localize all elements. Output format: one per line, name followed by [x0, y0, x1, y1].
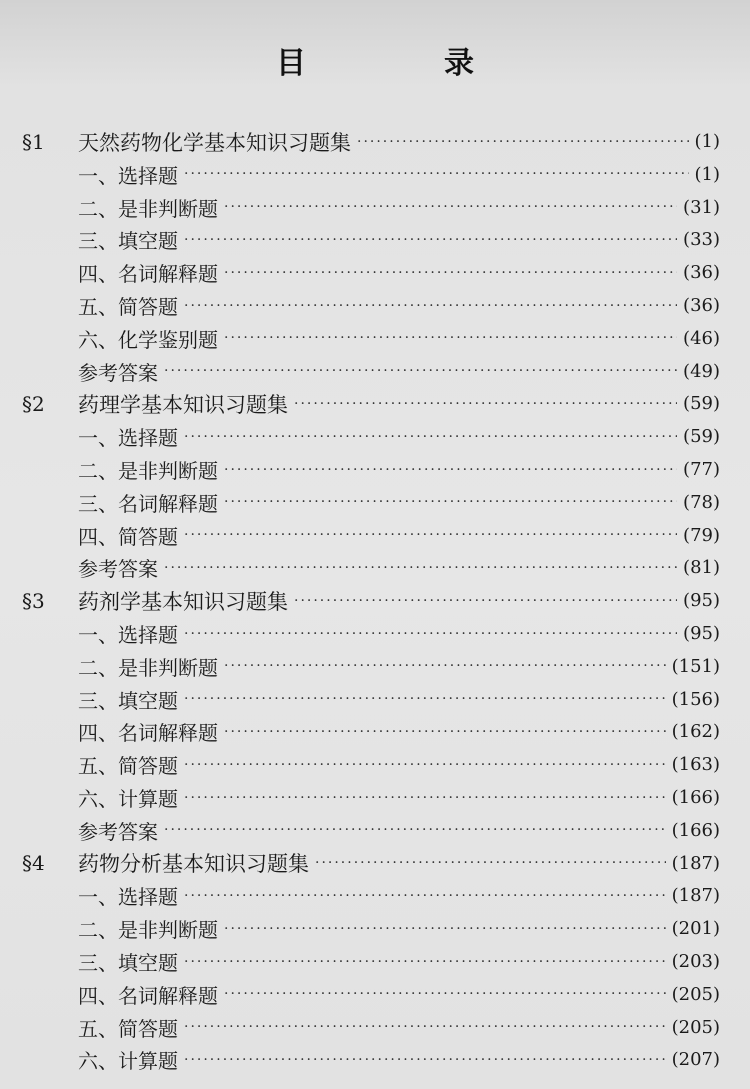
- entry-title: 五、简答题: [78, 1016, 178, 1041]
- dot-leader: [184, 232, 677, 248]
- toc-section-entry: [0, 683, 750, 716]
- toc-section-entry: [0, 978, 750, 1011]
- page-number: (203): [671, 951, 720, 972]
- dot-leader: [184, 1052, 666, 1068]
- dot-leader: [224, 658, 666, 674]
- dot-leader: [224, 199, 677, 215]
- page-number: (78): [683, 491, 720, 513]
- toc-section-entry: [0, 158, 750, 191]
- entry-title: 五、简答题: [78, 295, 178, 319]
- entry-title: 四、名词解释题: [78, 262, 218, 287]
- page-number: (187): [671, 885, 720, 907]
- entry-title: 二、是非判断题: [78, 918, 218, 943]
- dot-leader: [224, 921, 666, 937]
- dot-leader: [184, 166, 689, 182]
- entry-title: 三、填空题: [78, 229, 178, 254]
- dot-leader: [224, 330, 677, 346]
- entry-title: 五、简答题: [78, 754, 178, 779]
- chapter-number: §3: [22, 588, 45, 613]
- chapter-number: §4: [22, 851, 45, 876]
- entry-title: 四、名词解释题: [78, 721, 218, 746]
- dot-leader: [294, 396, 677, 412]
- toc-chapter-entry: [0, 125, 750, 158]
- page-number: (207): [671, 1049, 720, 1071]
- page-number: (201): [671, 918, 720, 940]
- page-number: (166): [671, 787, 720, 808]
- entry-title: 六、计算题: [78, 1049, 178, 1074]
- dot-leader: [184, 298, 677, 314]
- page-number: (162): [671, 721, 720, 743]
- page-number: (79): [683, 524, 720, 546]
- entry-title: 药物分析基本知识习题集: [78, 852, 309, 877]
- toc-section-entry: [0, 715, 750, 748]
- entry-title: 药剂学基本知识习题集: [78, 589, 288, 614]
- entry-title: 一、选择题: [78, 885, 178, 910]
- entry-title: 四、名词解释题: [78, 983, 218, 1008]
- page-number: (49): [683, 360, 720, 382]
- page-number: (1): [694, 163, 720, 185]
- entry-title: 六、化学鉴别题: [78, 327, 218, 352]
- chapter-number: §1: [22, 129, 45, 154]
- entry-title: 参考答案: [78, 360, 158, 385]
- toc-section-entry: [0, 355, 750, 388]
- page-number: (163): [671, 754, 720, 776]
- page-title: 目 录: [276, 46, 528, 81]
- dot-leader: [184, 757, 666, 773]
- dot-leader: [164, 822, 666, 838]
- toc-section-entry: [0, 256, 750, 289]
- page-number: (81): [683, 557, 720, 579]
- dot-leader: [184, 954, 666, 970]
- dot-leader: [224, 724, 666, 740]
- page-number: (166): [671, 819, 720, 841]
- entry-title: 一、选择题: [78, 163, 178, 188]
- toc-section-entry: [0, 420, 750, 453]
- entry-title: 三、填空题: [78, 951, 178, 975]
- page-number: (77): [683, 459, 720, 480]
- entry-title: 六、计算题: [78, 787, 178, 811]
- dot-leader: [224, 986, 666, 1002]
- toc-section-entry: [0, 617, 750, 650]
- dot-leader: [184, 691, 666, 707]
- toc-section-entry: [0, 453, 750, 486]
- toc-section-entry: [0, 1011, 750, 1044]
- entry-title: 一、选择题: [78, 623, 178, 647]
- toc-section-entry: [0, 322, 750, 355]
- dot-leader: [224, 462, 677, 478]
- page-number: (95): [683, 623, 720, 644]
- dot-leader: [294, 593, 677, 609]
- entry-title: 三、名词解释题: [78, 491, 218, 516]
- entry-title: 一、选择题: [78, 426, 178, 451]
- dot-leader: [315, 855, 666, 871]
- toc-section-entry: [0, 289, 750, 322]
- toc-section-entry: [0, 945, 750, 978]
- toc-chapter-entry: [0, 387, 750, 420]
- toc-section-entry: [0, 191, 750, 224]
- page-number: (187): [671, 852, 720, 874]
- entry-title: 二、是非判断题: [78, 196, 218, 221]
- dot-leader: [184, 790, 666, 806]
- entry-title: 三、填空题: [78, 688, 178, 713]
- toc-section-entry: [0, 223, 750, 256]
- page-number: (95): [683, 590, 720, 612]
- toc-section-entry: [0, 650, 750, 683]
- dot-leader: [224, 265, 677, 281]
- entry-title: 二、是非判断题: [78, 459, 218, 483]
- dot-leader: [184, 527, 677, 543]
- page-number: (33): [683, 229, 720, 251]
- toc-section-entry: [0, 879, 750, 912]
- dot-leader: [184, 888, 666, 904]
- toc-section-entry: [0, 1043, 750, 1076]
- dot-leader: [224, 494, 677, 510]
- entry-title: 参考答案: [78, 557, 158, 582]
- page-number: (205): [671, 983, 720, 1005]
- page-number: (36): [683, 295, 720, 316]
- dot-leader: [184, 429, 677, 445]
- entry-title: 二、是非判断题: [78, 655, 218, 680]
- entry-title: 药理学基本知识习题集: [78, 392, 288, 417]
- page-number: (31): [683, 196, 720, 218]
- entry-title: 四、简答题: [78, 524, 178, 549]
- toc-section-entry: [0, 912, 750, 945]
- toc-section-entry: [0, 748, 750, 781]
- dot-leader: [184, 626, 677, 642]
- dot-leader: [357, 134, 689, 150]
- dot-leader: [164, 363, 677, 379]
- page-number: (36): [683, 262, 720, 284]
- page-number: (46): [683, 327, 720, 349]
- entry-title: 参考答案: [78, 819, 158, 844]
- toc-section-entry: [0, 814, 750, 847]
- page-number: (205): [671, 1016, 720, 1038]
- dot-leader: [184, 1019, 666, 1035]
- page-number: (59): [683, 426, 720, 448]
- page-number: (151): [671, 655, 720, 677]
- toc-section-entry: [0, 519, 750, 552]
- entry-title: 天然药物化学基本知识习题集: [78, 130, 351, 155]
- dot-leader: [164, 560, 677, 576]
- page-number: (156): [671, 688, 720, 710]
- toc-section-entry: [0, 486, 750, 519]
- page-number: (1): [694, 131, 720, 152]
- toc-chapter-entry: [0, 584, 750, 617]
- chapter-number: §2: [22, 391, 45, 416]
- page-number: (59): [683, 393, 720, 415]
- toc-chapter-entry: [0, 847, 750, 880]
- toc-section-entry: [0, 551, 750, 584]
- toc-section-entry: [0, 781, 750, 814]
